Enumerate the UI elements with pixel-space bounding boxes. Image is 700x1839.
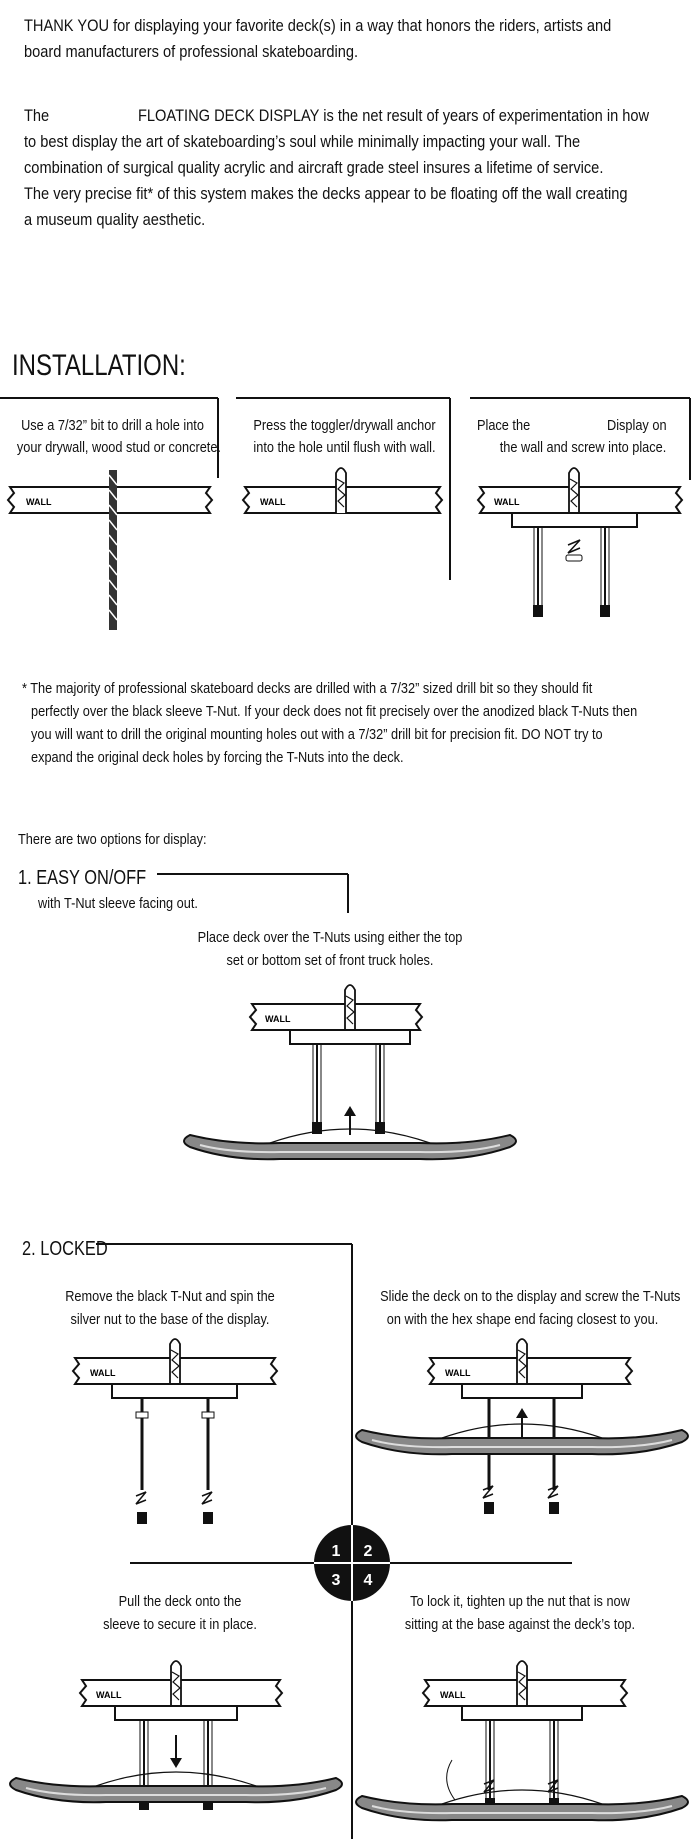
badge-1: 1 xyxy=(331,1543,341,1560)
step-3-line-2: the wall and screw into place. xyxy=(499,439,667,456)
quadrant-4-line-1: To lock it, tighten up the nut that is now xyxy=(410,1593,630,1610)
badge-2: 2 xyxy=(363,1543,373,1560)
intro-p2-line-2: to best display the art of skateboarding’s soul while minimally impacting your wall. The xyxy=(24,132,581,151)
step-2-line-1: Press the toggler/drywall anchor xyxy=(253,417,436,434)
step-3-diagram xyxy=(478,468,682,617)
wall-label-8: WALL xyxy=(440,1690,466,1700)
wall-label-6: WALL xyxy=(445,1368,471,1378)
options-intro: There are two options for display: xyxy=(18,831,207,848)
option-1-diagram xyxy=(184,985,516,1159)
step-1-diagram xyxy=(8,470,212,630)
wall-label-4: WALL xyxy=(265,1014,291,1024)
quadrant-1-line-1: Remove the black T-Nut and spin the xyxy=(65,1288,275,1305)
intro-p2-line-1: FLOATING DECK DISPLAY is the net result of years of experimentation in how xyxy=(138,106,650,125)
step-2-line-2: into the hole until flush with wall. xyxy=(253,439,436,456)
option-1-desc-line-1: Place deck over the T-Nuts using either the top xyxy=(197,929,463,946)
quadrant-4-line-2: sitting at the base against the deck’s top. xyxy=(404,1616,636,1633)
quadrant-2-line-1: Slide the deck on to the display and screw the T-Nuts xyxy=(380,1288,681,1305)
intro-p2-line-4: The very precise fit* of this system makes the decks appear to be floating off the wall creating xyxy=(24,184,628,203)
wall-label-1: WALL xyxy=(26,497,52,507)
intro-p2-start: The xyxy=(24,106,50,125)
quadrant-3-line-1: Pull the deck onto the xyxy=(118,1593,242,1610)
option-1-bracket xyxy=(157,874,348,913)
quadrant-1-diagram xyxy=(73,1339,277,1524)
option-2-title: 2. LOCKED xyxy=(22,1238,108,1260)
wall-label-2: WALL xyxy=(260,497,286,507)
option-1-desc-line-2: set or bottom set of front truck holes. xyxy=(226,952,434,969)
quadrant-3-diagram xyxy=(10,1661,342,1810)
quadrant-2-diagram xyxy=(356,1339,688,1514)
quadrant-1-line-2: silver nut to the base of the display. xyxy=(70,1311,270,1328)
footnote-line-1: * The majority of professional skateboard decks are drilled with a 7/32” sized drill bit so they should fit xyxy=(22,680,593,697)
footnote-line-2: perfectly over the black sleeve T-Nut. If your deck does not fit precisely over the anodized black T-Nuts then xyxy=(31,703,638,720)
wall-label-7: WALL xyxy=(96,1690,122,1700)
badge-3: 3 xyxy=(331,1572,341,1589)
wall-label-5: WALL xyxy=(90,1368,116,1378)
footnote-line-3: you will want to drill the original mounting holes out with a 7/32” drill bit for precision fit. DO NOT try to xyxy=(31,726,603,743)
intro-p2-line-5: a museum quality aesthetic. xyxy=(24,210,206,229)
option-1-subtitle: with T-Nut sleeve facing out. xyxy=(38,895,198,912)
badge-4: 4 xyxy=(363,1572,373,1589)
step-3-line-1b: Display on xyxy=(607,417,667,434)
quadrant-3-line-2: sleeve to secure it in place. xyxy=(103,1616,257,1633)
step-3-line-1a: Place the xyxy=(477,417,531,434)
wall-label-3: WALL xyxy=(494,497,520,507)
installation-heading: INSTALLATION: xyxy=(12,349,186,382)
quadrant-4-diagram xyxy=(356,1661,688,1820)
intro-line-2: board manufacturers of professional skateboarding. xyxy=(24,42,359,61)
footnote-line-4: expand the original deck holes by forcing the T-Nuts into the deck. xyxy=(31,749,404,766)
quadrant-2-line-2: on with the hex shape end facing closest to you. xyxy=(386,1311,659,1328)
step-2-diagram xyxy=(243,468,442,513)
intro-p2-line-3: combination of surgical quality acrylic and aircraft grade steel insures a lifetime of service. xyxy=(24,158,604,177)
option-1-title: 1. EASY ON/OFF xyxy=(18,867,147,889)
step-1-line-2: your drywall, wood stud or concrete. xyxy=(16,439,221,456)
step-badge xyxy=(314,1525,390,1601)
step-1-line-1: Use a 7/32” bit to drill a hole into xyxy=(21,417,204,434)
intro-line-1: THANK YOU for displaying your favorite deck(s) in a way that honors the riders, artists and xyxy=(24,16,612,35)
